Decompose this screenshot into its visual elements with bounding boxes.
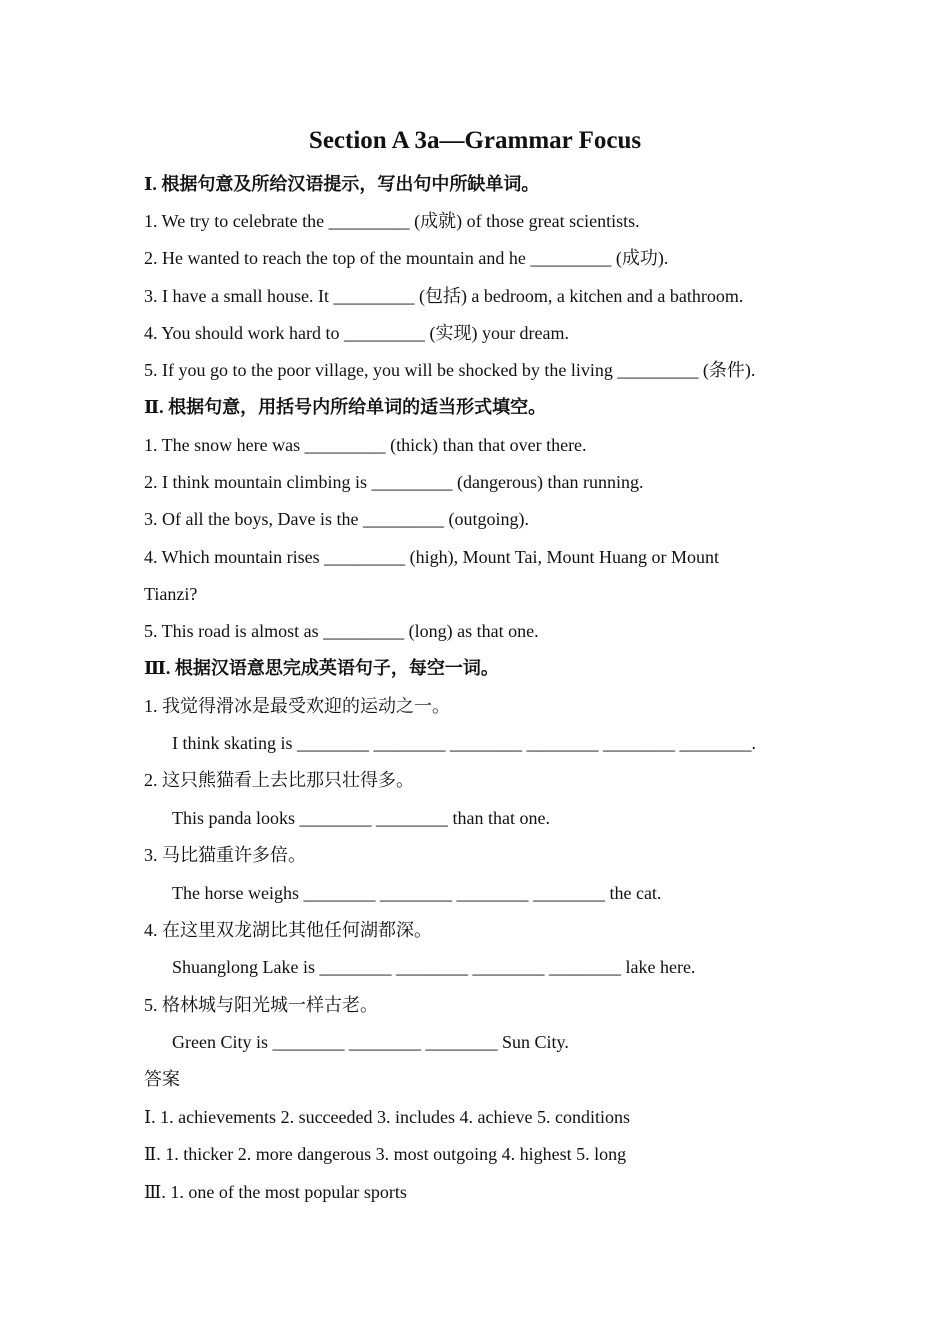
section-2-item-4-continued: Tianzi? <box>144 584 198 604</box>
section-3-heading: Ⅲ. 根据汉语意思完成英语句子，每空一词。 <box>144 658 499 678</box>
section-1-item-3: 3. I have a small house. It _________ (包括) a bedroom, a kitchen and a bathroom. <box>144 286 744 306</box>
section-1-item-2: 2. He wanted to reach the top of the mountain and he _________ (成功). <box>144 248 669 268</box>
section-3-item-5-chinese: 5. 格林城与阳光城一样古老。 <box>144 995 378 1015</box>
section-2-item-2: 2. I think mountain climbing is _________ (dangerous) than running. <box>144 472 644 492</box>
page-title: Section A 3a—Grammar Focus <box>308 127 642 154</box>
section-2-item-5: 5. This road is almost as _________ (long) as that one. <box>144 621 539 641</box>
answers-section-1: Ⅰ. 1. achievements 2. succeeded 3. includes 4. achieve 5. conditions <box>144 1107 630 1127</box>
section-3-item-2-english: This panda looks ________ ________ than that one. <box>172 808 550 828</box>
answers-label: 答案 <box>144 1069 180 1089</box>
section-3-item-3-english: The horse weighs ________ ________ ________ ________ the cat. <box>172 883 662 903</box>
section-2-heading: Ⅱ. 根据句意，用括号内所给单词的适当形式填空。 <box>144 397 547 417</box>
section-3-item-5-english: Green City is ________ ________ ________ Sun City. <box>172 1032 569 1052</box>
section-3-item-3-chinese: 3. 马比猫重许多倍。 <box>144 845 306 865</box>
section-1-item-1: 1. We try to celebrate the _________ (成就) of those great scientists. <box>144 211 640 231</box>
section-3-item-4-english: Shuanglong Lake is ________ ________ ________ ________ lake here. <box>172 957 696 977</box>
section-3-item-4-chinese: 4. 在这里双龙湖比其他任何湖都深。 <box>144 920 432 940</box>
section-3-item-2-chinese: 2. 这只熊猫看上去比那只壮得多。 <box>144 770 414 790</box>
section-1-item-4: 4. You should work hard to _________ (实现) your dream. <box>144 323 569 343</box>
section-2-item-4: 4. Which mountain rises _________ (high), Mount Tai, Mount Huang or Mount <box>144 547 720 567</box>
answers-section-3: Ⅲ. 1. one of the most popular sports <box>144 1182 407 1202</box>
section-2-item-1: 1. The snow here was _________ (thick) than that over there. <box>144 435 587 455</box>
section-2-item-3: 3. Of all the boys, Dave is the _________ (outgoing). <box>144 509 529 529</box>
section-3-item-1-chinese: 1. 我觉得滑冰是最受欢迎的运动之一。 <box>144 696 450 716</box>
answers-section-2: Ⅱ. 1. thicker 2. more dangerous 3. most outgoing 4. highest 5. long <box>144 1144 627 1164</box>
section-1-item-5: 5. If you go to the poor village, you will be shocked by the living _________ (条件). <box>144 360 756 380</box>
section-3-item-1-english: I think skating is ________ ________ ________ ________ ________ ________. <box>172 733 756 753</box>
section-1-heading: Ⅰ. 根据句意及所给汉语提示，写出句中所缺单词。 <box>144 174 540 194</box>
